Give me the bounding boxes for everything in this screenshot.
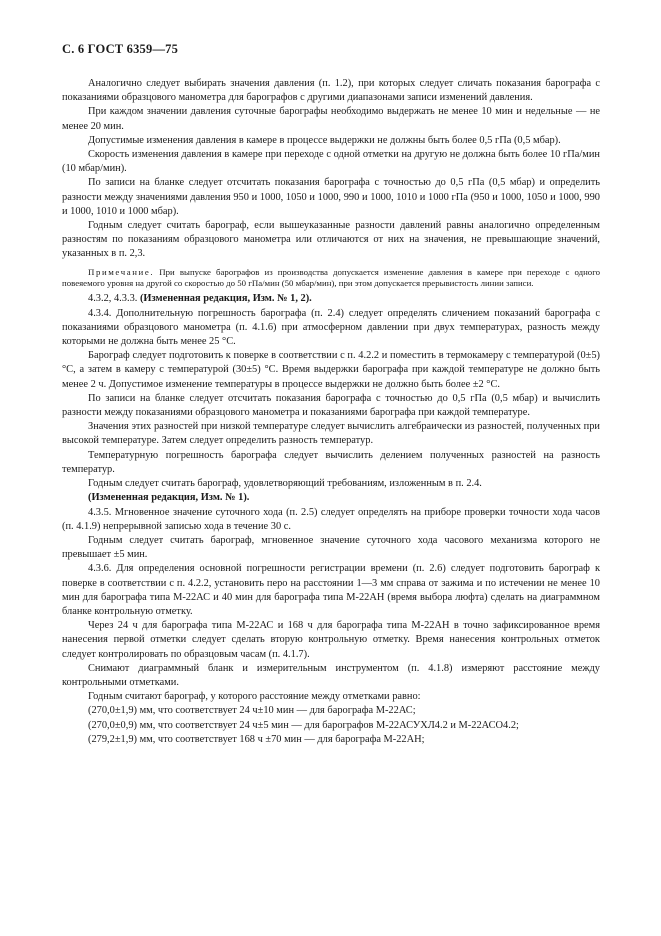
document-body: [62, 77, 600, 747]
paragraph: Допустимые изменения давления в камере в процессе выдержки не должны быть более 0,5 гПа (0,5 мбар).: [88, 134, 561, 146]
paragraph: Годным следует считать барограф, если вышеуказанные разности давлений равны аналогично определенным разностям по показаниям образцового манометра или отличаются от них на значения, не превышающие значений, указанных в п. 2,3.: [62, 220, 600, 260]
paragraph: Барограф следует подготовить к поверке в соответствии с п. 4.2.2 и поместить в термокамеру с температурой (0±5) °С, а затем в камеру с температурой (30±5) °С. Время выдержки барографа при каждой температуре не должно быть менее 2 ч. Допустимое изменение температуры в процессе выдержки не должно быть более ±2 °С.: [62, 350, 600, 390]
paragraph: 4.3.6. Для определения основной погрешности регистрации времени (п. 2.6) следует подготовить барограф к поверке в соответствии с п. 4.2.2, установить перо на расстоянии 1—3 мм справа от зажима и по истечении не менее 10 мин для барографа типа М-22АС и 40 мин для барографа типа М-22АН (время выбора люфта) сделать на диаграммном бланке контрольную отметку.: [62, 563, 600, 617]
paragraph: Годным следует считать барограф, мгновенное значение суточного хода часового механизма которого не превышает ±5 мин.: [62, 534, 600, 561]
paragraph: (270,0±0,9) мм, что соответствует 24 ч±5 мин — для барографов М-22АСУХЛ4.2 и М-22АСО4.2;: [88, 719, 519, 731]
document-page: [62, 42, 600, 747]
paragraph: Годным следует считать барограф, удовлетворяющий требованиям, изложенным в п. 2.4.: [88, 478, 482, 490]
paragraph: Аналогично следует выбирать значения давления (п. 1.2), при которых следует сличать показания барографа с показаниями образцового манометра для барографов с другими диапазонами записи изменений давления.: [62, 78, 600, 104]
paragraph: Снимают диаграммный бланк и измерительным инструментом (п. 4.1.8) измеряют расстояние между контрольными отметками.: [62, 662, 600, 688]
paragraph: Температурную погрешность барографа следует вычислить делением полученных разностей на разность температур.: [62, 449, 600, 475]
amendment-text: (Измененная редакция, Изм. № 1).: [88, 492, 250, 504]
paragraph: (279,2±1,9) мм, что соответствует 168 ч ±70 мин — для барографа М-22АН;: [88, 733, 425, 745]
paragraph: По записи на бланке следует отсчитать показания барографа с точностью до 0,5 гПа (0,5 мбар) и вычислить разности между показаниями образцового манометра и показаниями барографа при каждой температуре.: [62, 392, 600, 419]
paragraph: При каждом значении давления суточные барографы необходимо выдержать не менее 10 мин и недельные — не менее 20 мин.: [62, 106, 600, 132]
note-label: Примечание.: [88, 266, 155, 277]
amendment-line: [62, 292, 600, 306]
paragraph: 4.3.5. Мгновенное значение суточного хода (п. 2.5) следует определять на приборе проверки точности хода часов (п. 4.1.9) непрерывной записью хода в течение 30 с.: [62, 506, 600, 532]
paragraph: (270,0±1,9) мм, что соответствует 24 ч±10 мин — для барографа М-22АС;: [88, 705, 416, 717]
amendment-prefix: 4.3.2, 4.3.3.: [88, 293, 138, 305]
amendment-text: (Измененная редакция, Изм. № 1, 2).: [139, 293, 312, 305]
amendment-line: [62, 491, 600, 505]
paragraph: По записи на бланке следует отсчитать показания барографа с точностью до 0,5 гПа (0,5 мбар) и определить разности между значениями давления 950 и 1000, 1050 и 1000, 990 и 1000, 1010 и 1000 гПа (950 и 1000, 1050 и 1000, 990 и 1000, 1010 и 1000 мбар).: [62, 177, 600, 217]
note-text: При выпуске барографов из производства допускается изменение давления в камере при переходе с одного повеяемого уровня на другой со скоростью до 50 гПа/мин (50 мбар/мин), при этом допускается прерывистость линии записи.: [62, 266, 600, 289]
paragraph: 4.3.4. Дополнительную погрешность барографа (п. 2.4) следует определять сличением показаний барографа с показаниями образцового манометра (п. 4.1.6) при атмосферном давлении при двух температурах, разность между которыми не должна быть менее 25 °С.: [62, 307, 600, 348]
page-header: С. 6 ГОСТ 6359—75: [62, 42, 179, 56]
paragraph: Значения этих разностей при низкой температуре следует вычислить алгебраически из разностей, полученных при высокой температуре. Затем следует определить разность температур.: [62, 421, 600, 447]
note: [62, 267, 600, 290]
paragraph: Скорость изменения давления в камере при переходе с одной отметки на другую не должна быть более 10 гПа/мин (10 мбар/мин).: [62, 149, 600, 175]
paragraph: Годным считают барограф, у которого расстояние между отметками равно:: [88, 691, 421, 703]
paragraph: Через 24 ч для барографа типа М-22АС и 168 ч для барографа типа М-22АН в точно зафиксированное время нанесения первой отметки следует сделать вторую контрольную отметку. Время нанесения контрольных отметок следует контролировать по образцовым часам (п. 4.1.7).: [62, 620, 600, 660]
